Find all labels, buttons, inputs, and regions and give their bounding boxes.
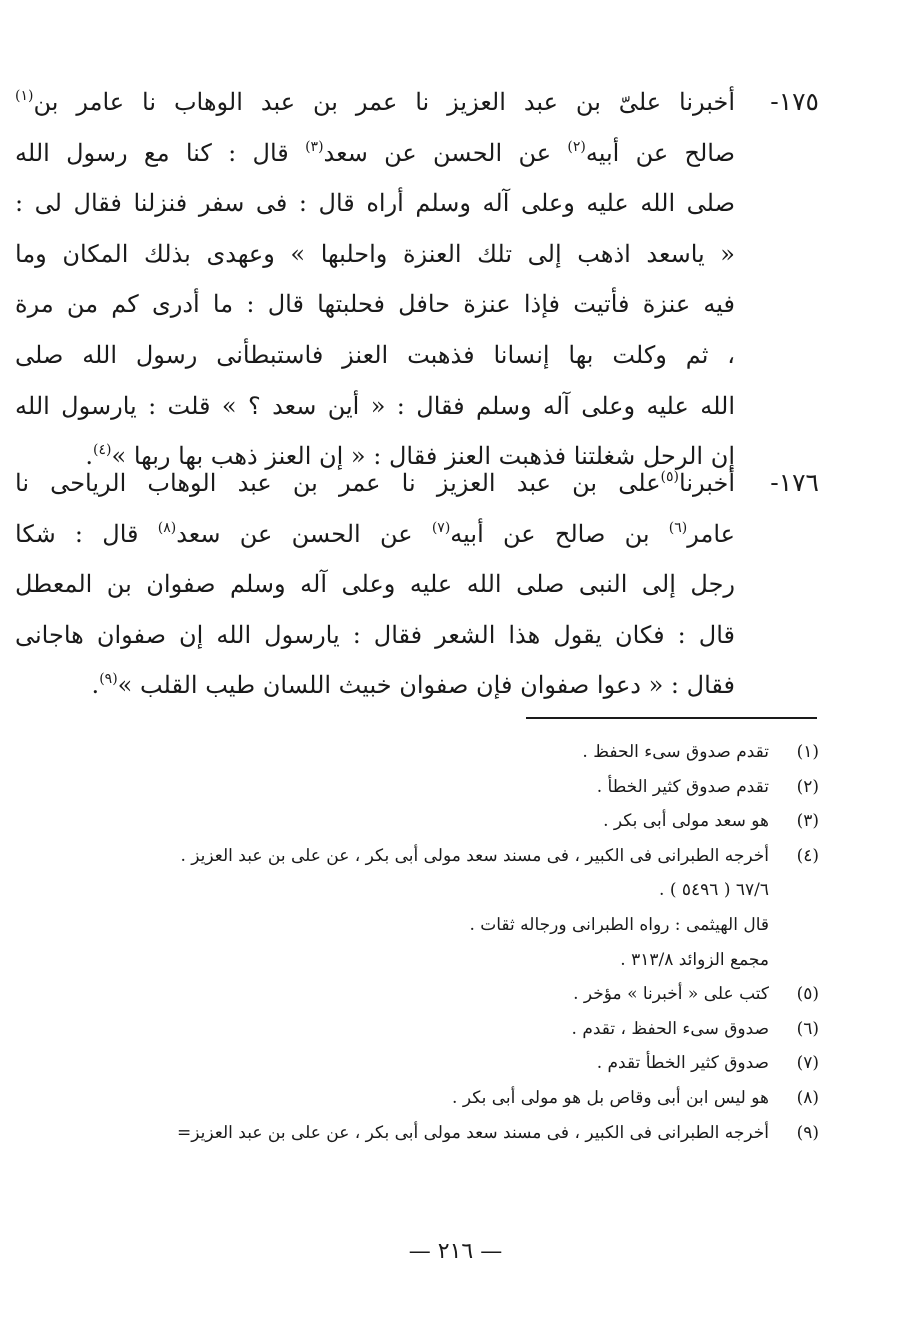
footnote-text: تقدم صدوق سىء الحفظ .: [582, 742, 769, 762]
text-line: [15, 77, 735, 128]
text-line: [15, 660, 735, 711]
text-segment: عامر: [687, 519, 735, 548]
footnote-marker: (٥): [660, 469, 680, 485]
footnote: [89, 804, 819, 839]
text-line: [15, 381, 735, 432]
footnote-marker: (٨): [157, 519, 177, 536]
footnote-number: (٧): [796, 1053, 819, 1074]
footnote-text: صدوق كثير الخطأ تقدم .: [596, 1053, 769, 1074]
footnote-text: مجمع الزوائد ٣١٣/٨ .: [620, 949, 769, 970]
footnote: [89, 943, 819, 978]
footnote-text: تقدم صدوق كثير الخطأ .: [596, 776, 769, 797]
text-segment: .: [85, 442, 94, 471]
footnote-divider: [526, 717, 817, 719]
text-line: [15, 128, 735, 179]
footnote: [89, 1046, 819, 1081]
footnote-number: (١): [796, 742, 819, 762]
footnote: [89, 873, 819, 908]
footnote-text: أخرجه الطبرانى فى الكبير ، فى مسند سعد مولى أبى بكر ، عن على بن عبد العزيز=: [177, 1122, 769, 1143]
text-segment: رجل إلى النبى صلى الله عليه وعلى آله وسلم صفوان بن المعطل: [15, 570, 735, 599]
footnote-number: (٩): [796, 1122, 819, 1143]
text-segment: فيه عنزة فأتيت فإذا عنزة حافل فحلبتها قال : ما أدرى كم من مرة: [15, 290, 735, 319]
footnote: [89, 1012, 819, 1047]
footnote: [89, 839, 819, 874]
text-segment: عن الحسن عن سعد: [323, 138, 568, 167]
footnote: [89, 735, 819, 770]
footnote: [89, 770, 819, 805]
text-segment: ، ثم وكلت بها إنسانا فذهبت العنز فاستبطأنى رسول الله صلى: [15, 340, 735, 369]
footnote: [89, 908, 819, 943]
footnote-marker: (٦): [668, 519, 688, 536]
text-line: [15, 458, 735, 509]
footnote: [89, 977, 819, 1012]
hadith-text: [15, 77, 735, 482]
text-segment: قال : فكان يقول هذا الشعر فقال : يارسول الله إن صفوان هاجانى: [15, 620, 735, 649]
text-segment: صلى الله عليه وعلى آله وسلم أراه قال : فى سفر فنزلنا فقال لى :: [15, 189, 735, 218]
text-segment: قال : كنا مع رسول الله: [15, 138, 306, 167]
footnote-text: هو سعد مولى أبى بكر .: [603, 811, 769, 832]
text-segment: بن صالح عن أبيه: [450, 519, 669, 548]
text-line: [15, 610, 735, 661]
text-segment: الله عليه وعلى آله وسلم فقال : « أين سعد ؟ » قلت : يارسول الله: [15, 391, 735, 420]
text-segment: أخبرنا: [679, 469, 735, 497]
hadith-text: [15, 458, 735, 711]
text-line: [15, 330, 735, 381]
footnote-number: (٥): [796, 984, 819, 1005]
footnote-marker: (٢): [567, 138, 586, 155]
text-segment: إن الرحل شغلتنا فذهبت العنز فقال : « إن العنز ذهب بها ربها »: [111, 442, 735, 471]
text-line: [15, 229, 735, 280]
text-line: [15, 559, 735, 610]
page-number: — ٢١٦ —: [408, 1239, 503, 1264]
footnote-number: (٢): [796, 776, 819, 797]
footnote-marker: (٤): [93, 442, 112, 459]
footnote-number: (٤): [796, 845, 819, 866]
text-line: [15, 178, 735, 229]
text-segment: عن الحسن عن سعد: [176, 519, 432, 548]
footnote-text: كتب على « أخبرنا » مؤخر .: [573, 984, 769, 1005]
footnote-text: أخرجه الطبرانى فى الكبير ، فى مسند سعد مولى أبى بكر ، عن على بن عبد العزيز .: [180, 845, 769, 866]
hadith-number: ١٧٥-: [770, 87, 819, 116]
footnote-text: ٦٧/٦ ( ٥٤٩٦ ) .: [659, 880, 769, 901]
footnote-marker: (٩): [99, 671, 118, 688]
hadith-number: ١٧٦-: [770, 468, 819, 497]
text-segment: فقال : « دعوا صفوان فإن صفوان خبيث اللسان طيب القلب »: [117, 671, 735, 700]
text-segment: على بن عبد العزيز نا عمر بن عبد الوهاب الرياحى نا: [15, 469, 661, 497]
footnote-marker: (٧): [431, 519, 451, 536]
text-line: [15, 509, 735, 560]
footnote-text: قال الهيثمى : رواه الطبرانى ورجاله ثقات .: [469, 914, 769, 935]
footnotes: [89, 735, 819, 1150]
footnote-number: (٨): [796, 1087, 819, 1108]
footnote: [89, 1116, 819, 1151]
footnote-text: هو ليس ابن أبى وقاص بل هو مولى أبى بكر .: [452, 1087, 769, 1108]
footnote-text: صدوق سىء الحفظ ، تقدم .: [571, 1018, 769, 1039]
footnote-marker: (٣): [305, 138, 324, 155]
footnote-marker: (١): [15, 88, 34, 104]
text-segment: صالح عن أبيه: [585, 138, 735, 167]
text-line: [15, 279, 735, 330]
footnote-number: (٦): [796, 1018, 819, 1039]
text-segment: .: [91, 671, 100, 700]
footnote-number: (٣): [796, 811, 819, 832]
text-segment: « ياسعد اذهب إلى تلك العنزة واحلبها » وعهدى بذلك المكان وما: [15, 239, 735, 268]
text-segment: قال : شكا: [15, 519, 158, 548]
text-segment: أخبرنا علىّ بن عبد العزيز نا عمر بن عبد الوهاب نا عامر بن: [33, 88, 735, 116]
footnote: [89, 1081, 819, 1116]
